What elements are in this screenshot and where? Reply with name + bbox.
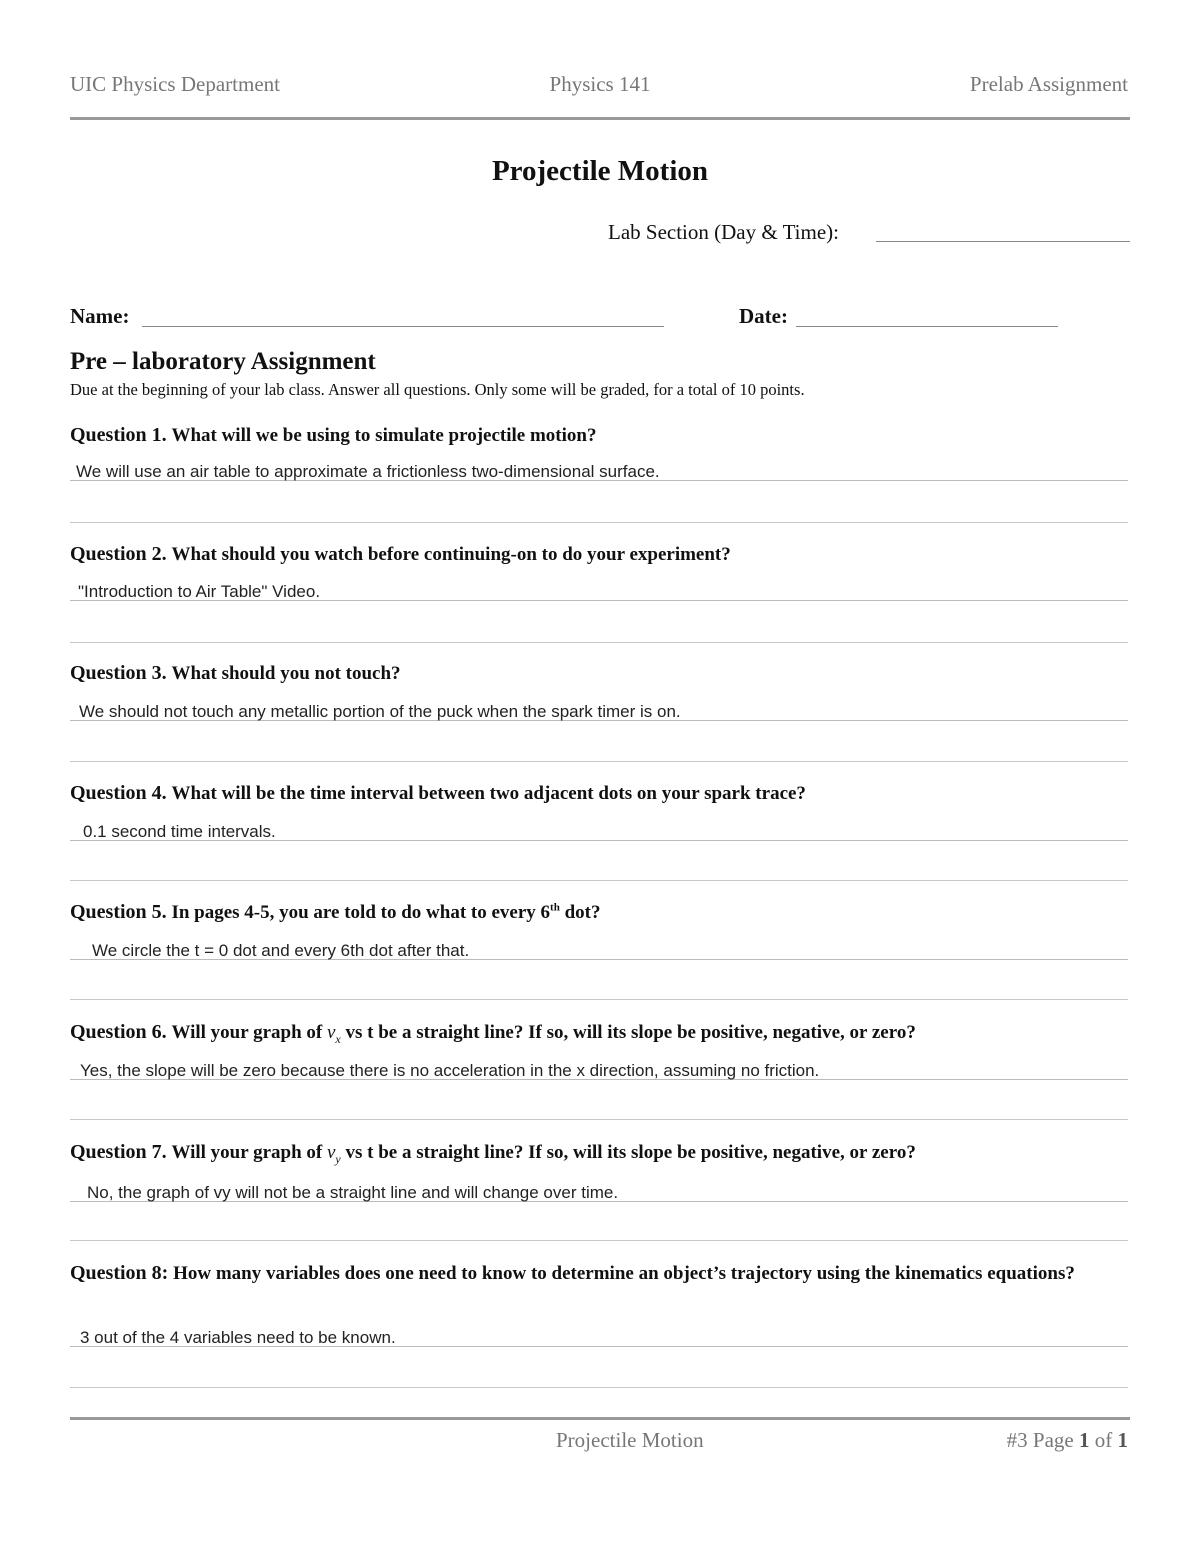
question-number: Question 4. bbox=[70, 782, 167, 804]
footer-rule bbox=[70, 1417, 1130, 1420]
name-label: Name: bbox=[70, 304, 130, 328]
question-6 bbox=[70, 1021, 916, 1047]
header-course: Physics 141 bbox=[549, 72, 651, 96]
date-field[interactable] bbox=[796, 304, 1058, 327]
question-number: Question 7. bbox=[70, 1141, 167, 1163]
question-4 bbox=[70, 782, 806, 805]
blank-line[interactable] bbox=[70, 999, 1128, 1000]
question-2 bbox=[70, 543, 731, 566]
answer-text: "Introduction to Air Table" Video. bbox=[78, 582, 321, 601]
question-5 bbox=[70, 901, 600, 924]
answer-text: 0.1 second time intervals. bbox=[83, 822, 276, 841]
answer-line-8[interactable] bbox=[70, 1324, 1128, 1347]
answer-text: We circle the t = 0 dot and every 6th dot after that. bbox=[92, 941, 470, 960]
answer-line-5[interactable] bbox=[70, 937, 1128, 960]
header-rule bbox=[70, 117, 1130, 120]
question-7 bbox=[70, 1141, 916, 1167]
question-text: How many variables does one need to know to determine an object’s trajectory using the kinematics equations? bbox=[173, 1263, 1075, 1284]
question-text: What should you watch before continuing-on to do your experiment? bbox=[171, 544, 731, 565]
blank-line[interactable] bbox=[70, 1240, 1128, 1241]
answer-text: We will use an air table to approximate a frictionless two-dimensional surface. bbox=[76, 462, 660, 481]
date-label: Date: bbox=[739, 304, 788, 328]
page-number: #3 Page 1 of 1 bbox=[1006, 1428, 1128, 1452]
answer-line-2[interactable] bbox=[70, 578, 1128, 601]
question-8 bbox=[70, 1260, 1130, 1287]
question-text: What will be the time interval between two adjacent dots on your spark trace? bbox=[171, 783, 806, 804]
lab-section-label: Lab Section (Day & Time): bbox=[608, 220, 839, 244]
header-assignment-type: Prelab Assignment bbox=[969, 72, 1128, 96]
answer-text: We should not touch any metallic portion of the puck when the spark timer is on. bbox=[79, 702, 681, 721]
page-title: Projectile Motion bbox=[491, 155, 709, 187]
answer-line-6[interactable] bbox=[70, 1057, 1128, 1080]
blank-line[interactable] bbox=[70, 1387, 1128, 1388]
question-1 bbox=[70, 424, 596, 447]
question-3 bbox=[70, 662, 401, 685]
answer-text: No, the graph of vy will not be a straight line and will change over time. bbox=[87, 1183, 619, 1202]
blank-line[interactable] bbox=[70, 880, 1128, 881]
lab-section-field[interactable] bbox=[876, 219, 1130, 242]
question-number: Question 5. bbox=[70, 901, 167, 923]
header-department: UIC Physics Department bbox=[70, 72, 280, 96]
question-number: Question 8: bbox=[70, 1262, 169, 1284]
answer-line-3[interactable] bbox=[70, 698, 1128, 721]
blank-line[interactable] bbox=[70, 522, 1128, 523]
footer-title: Projectile Motion bbox=[556, 1428, 704, 1452]
question-text: Will your graph of $v_y$ vs t be a straight line? If so, will its slope be positive, negative, or zero? bbox=[171, 1142, 916, 1166]
section-title: Pre – laboratory Assignment bbox=[70, 348, 376, 375]
question-text: In pages 4-5, you are told to do what to every 6th dot? bbox=[171, 901, 601, 923]
answer-line-7[interactable] bbox=[70, 1179, 1128, 1202]
blank-line[interactable] bbox=[70, 761, 1128, 762]
question-text: What should you not touch? bbox=[171, 663, 401, 684]
question-text: What will we be using to simulate projectile motion? bbox=[171, 425, 597, 446]
blank-line[interactable] bbox=[70, 1119, 1128, 1120]
question-number: Question 3. bbox=[70, 662, 167, 684]
section-instructions: Due at the beginning of your lab class. Answer all questions. Only some will be graded, for a total of 10 points. bbox=[70, 380, 805, 399]
answer-text: 3 out of the 4 variables need to be known. bbox=[80, 1328, 396, 1347]
question-number: Question 2. bbox=[70, 543, 167, 565]
name-field[interactable] bbox=[142, 304, 664, 327]
answer-line-1[interactable] bbox=[70, 458, 1128, 481]
answer-line-4[interactable] bbox=[70, 818, 1128, 841]
question-text: Will your graph of $v_x$ vs t be a straight line? If so, will its slope be positive, negative, or zero? bbox=[171, 1022, 916, 1046]
question-number: Question 6. bbox=[70, 1021, 167, 1043]
question-number: Question 1. bbox=[70, 424, 167, 446]
blank-line[interactable] bbox=[70, 642, 1128, 643]
answer-text: Yes, the slope will be zero because there is no acceleration in the x direction, assuming no friction. bbox=[80, 1061, 820, 1080]
